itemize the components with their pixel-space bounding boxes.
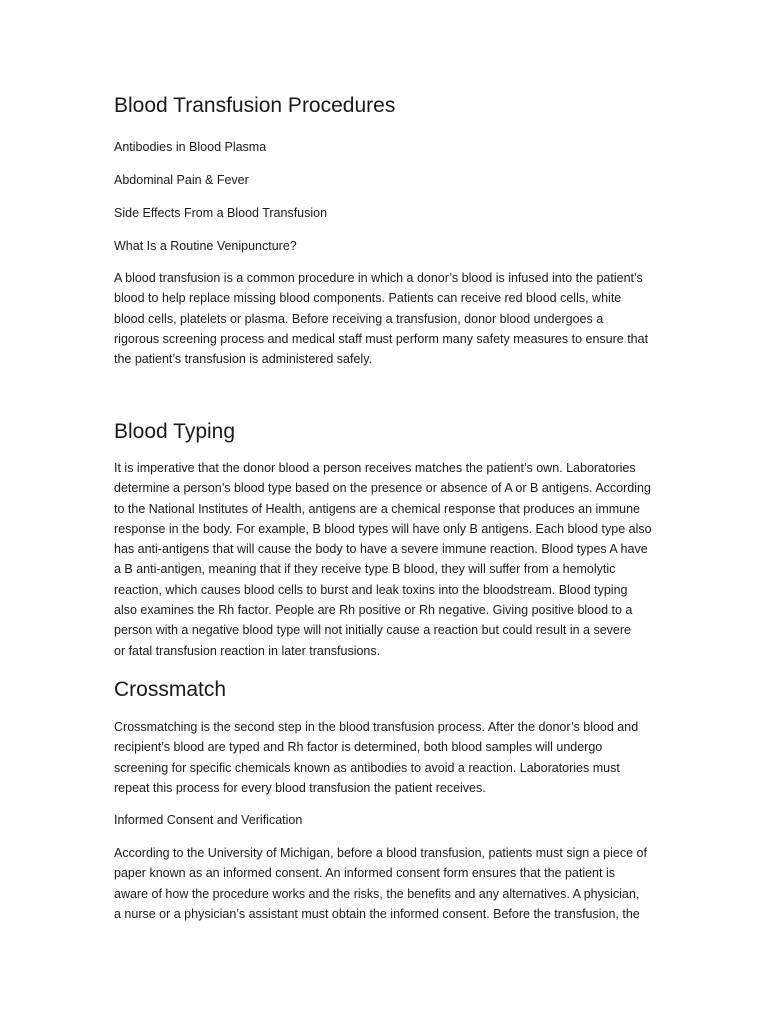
paragraph-line: repeat this process for every blood transfusion the patient receives. <box>114 780 486 795</box>
paragraph-line: the patient’s transfusion is administered safely. <box>114 352 373 367</box>
informed-consent-paragraph <box>114 843 654 924</box>
toc-item: Side Effects From a Blood Transfusion <box>114 206 328 220</box>
paragraph-line: or fatal transfusion reaction in later transfusions. <box>114 643 381 658</box>
paragraph-line: aware of how the procedure works and the risks, the benefits and any alternatives. A physician, <box>114 886 640 901</box>
blood-typing-paragraph <box>114 458 654 661</box>
page-title: Blood Transfusion Procedures <box>114 94 396 117</box>
paragraph-line: blood cells, platelets or plasma. Before receiving a transfusion, donor blood undergoes a <box>114 311 604 326</box>
paragraph-line: has anti-antigens that will cause the body to have a severe immune reaction. Blood types A have <box>114 542 648 557</box>
paragraph-line: determine a person’s blood type based on the presence or absence of A or B antigens. According <box>114 481 651 496</box>
section-heading-blood-typing: Blood Typing <box>114 420 236 443</box>
toc-item: What Is a Routine Venipuncture? <box>114 239 297 253</box>
paragraph-line: recipient’s blood are typed and Rh factor is determined, both blood samples will undergo <box>114 740 603 755</box>
intro-paragraph <box>114 268 654 369</box>
paragraph-line: rigorous screening process and medical staff must perform many safety measures to ensure that <box>114 331 649 346</box>
toc-item: Abdominal Pain & Fever <box>114 173 249 187</box>
paragraph-line: person with a negative blood type will not initially cause a reaction but could result in a severe <box>114 623 631 638</box>
paragraph-line: It is imperative that the donor blood a person receives matches the patient’s own. Laboratories <box>114 461 636 475</box>
paragraph-line: a nurse or a physician’s assistant must obtain the informed consent. Before the transfusion, the <box>114 906 640 921</box>
paragraph-line: A blood transfusion is a common procedure in which a donor’s blood is infused into the patient’s <box>114 271 643 285</box>
paragraph-line: reaction, which causes blood cells to burst and leak toxins into the bloodstream. Blood typing <box>114 582 628 597</box>
paragraph-line: According to the University of Michigan, before a blood transfusion, patients must sign a piece of <box>114 846 647 860</box>
paragraph-line: a B anti-antigen, meaning that if they receive type B blood, they will suffer from a hemolytic <box>114 562 616 577</box>
paragraph-line: screening for specific chemicals known as antibodies to avoid a reaction. Laboratories must <box>114 760 620 775</box>
paragraph-line: also examines the Rh factor. People are Rh positive or Rh negative. Giving positive blood to a <box>114 603 633 618</box>
paragraph-line: paper known as an informed consent. An informed consent form ensures that the patient is <box>114 866 615 881</box>
toc-item: Antibodies in Blood Plasma <box>114 140 267 154</box>
crossmatch-paragraph <box>114 717 654 798</box>
paragraph-line: response in the body. For example, B blood types will have only B antigens. Each blood type also <box>114 521 652 536</box>
section-heading-crossmatch: Crossmatch <box>114 678 227 701</box>
paragraph-line: blood to help replace missing blood components. Patients can receive red blood cells, white <box>114 291 622 306</box>
paragraph-line: Crossmatching is the second step in the blood transfusion process. After the donor’s blood and <box>114 720 639 734</box>
paragraph-line: to the National Institutes of Health, antigens are a chemical response that produces an immune <box>114 501 640 516</box>
subsection-heading-informed-consent: Informed Consent and Verification <box>114 813 303 827</box>
